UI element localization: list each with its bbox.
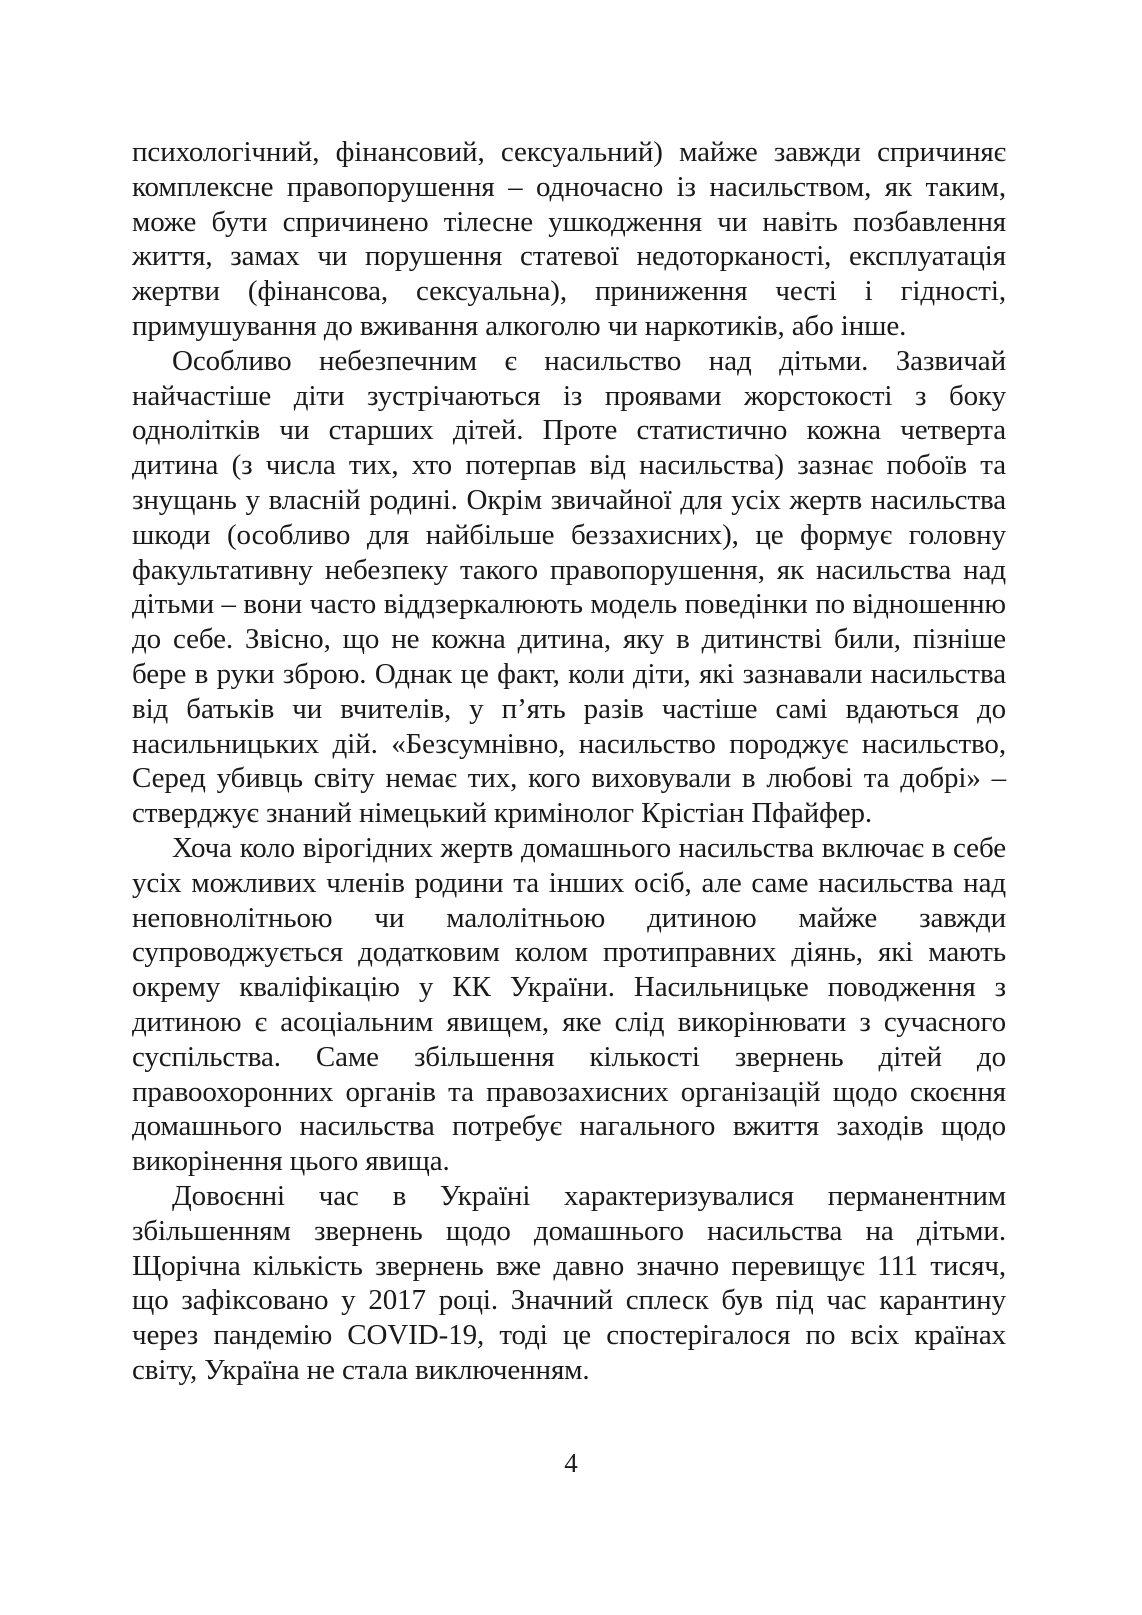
paragraph: Довоєнні час в Україні характеризувалися перманентним збільшенням звернень щодо домашнього насильства на дітьми. Щорічна кількість звернень вже давно значно перевищує 111 тисяч, що зафіксовано у 2017 році. Значний сплеск був під час карантину через пандемію COVID-19, тоді це спостерігалося по всіх країнах світу, Україна не стала виключенням. (132, 1179, 1006, 1386)
paragraph: Хоча коло вірогідних жертв домашнього насильства включає в себе усіх можливих членів родини та інших осіб, але саме насильства над неповнолітньою чи малолітньою дитиною майже завжди супроводжується додатковим колом протиправних діянь, які мають окрему кваліфікацію у КК України. Насильницьке поводження з дитиною є асоціальним явищем, яке слід викорінювати з сучасного суспільства. Саме збільшення кількості звернень дітей до правоохоронних органів та правозахисних організацій щодо скоєння домашнього насильства потребує нагального вжиття заходів щодо викорінення цього явища. (132, 831, 1006, 1178)
paragraph-continuation: психологічний, фінансовий, сексуальний) майже завжди спричиняє комплексне правопорушення – одночасно із насильством, як таким, може бути спричинено тілесне ушкодження чи навіть позбавлення життя, замах чи порушення статевої недоторканості, експлуатація жертви (фінансова, сексуальна), приниження честі і гідності, примушування до вживання алкоголю чи наркотиків, або інше. (132, 136, 1006, 342)
paragraph: Особливо небезпечним є насильство над дітьми. Зазвичай найчастіше діти зустрічаються із проявами жорстокості з боку однолітків чи старших дітей. Проте статистично кожна четверта дитина (з числа тих, хто потерпав від насильства) зазнає побоїв та знущань у власній родині. Окрім звичайної для усіх жертв насильства шкоди (особливо для найбільше беззахисних), це формує головну факультативну небезпеку такого правопорушення, як насильства над дітьми – вони часто віддзеркалюють модель поведінки по відношенню до себе. Звісно, що не кожна дитина, яку в дитинстві били, пізніше бере в руки зброю. Однак це факт, коли діти, які зазнавали насильства від батьків чи вчителів, у п’ять разів частіше самі вдаються до насильницьких дій. «Безсумнівно, насильство породжує насильство, Серед убивць світу немає тих, кого виховували в любові та добрі» – стверджує знаний німецький кримінолог Крістіан Пфайфер. (132, 344, 1006, 830)
page-number: 4 (564, 1448, 578, 1478)
body-text (132, 135, 1006, 1388)
